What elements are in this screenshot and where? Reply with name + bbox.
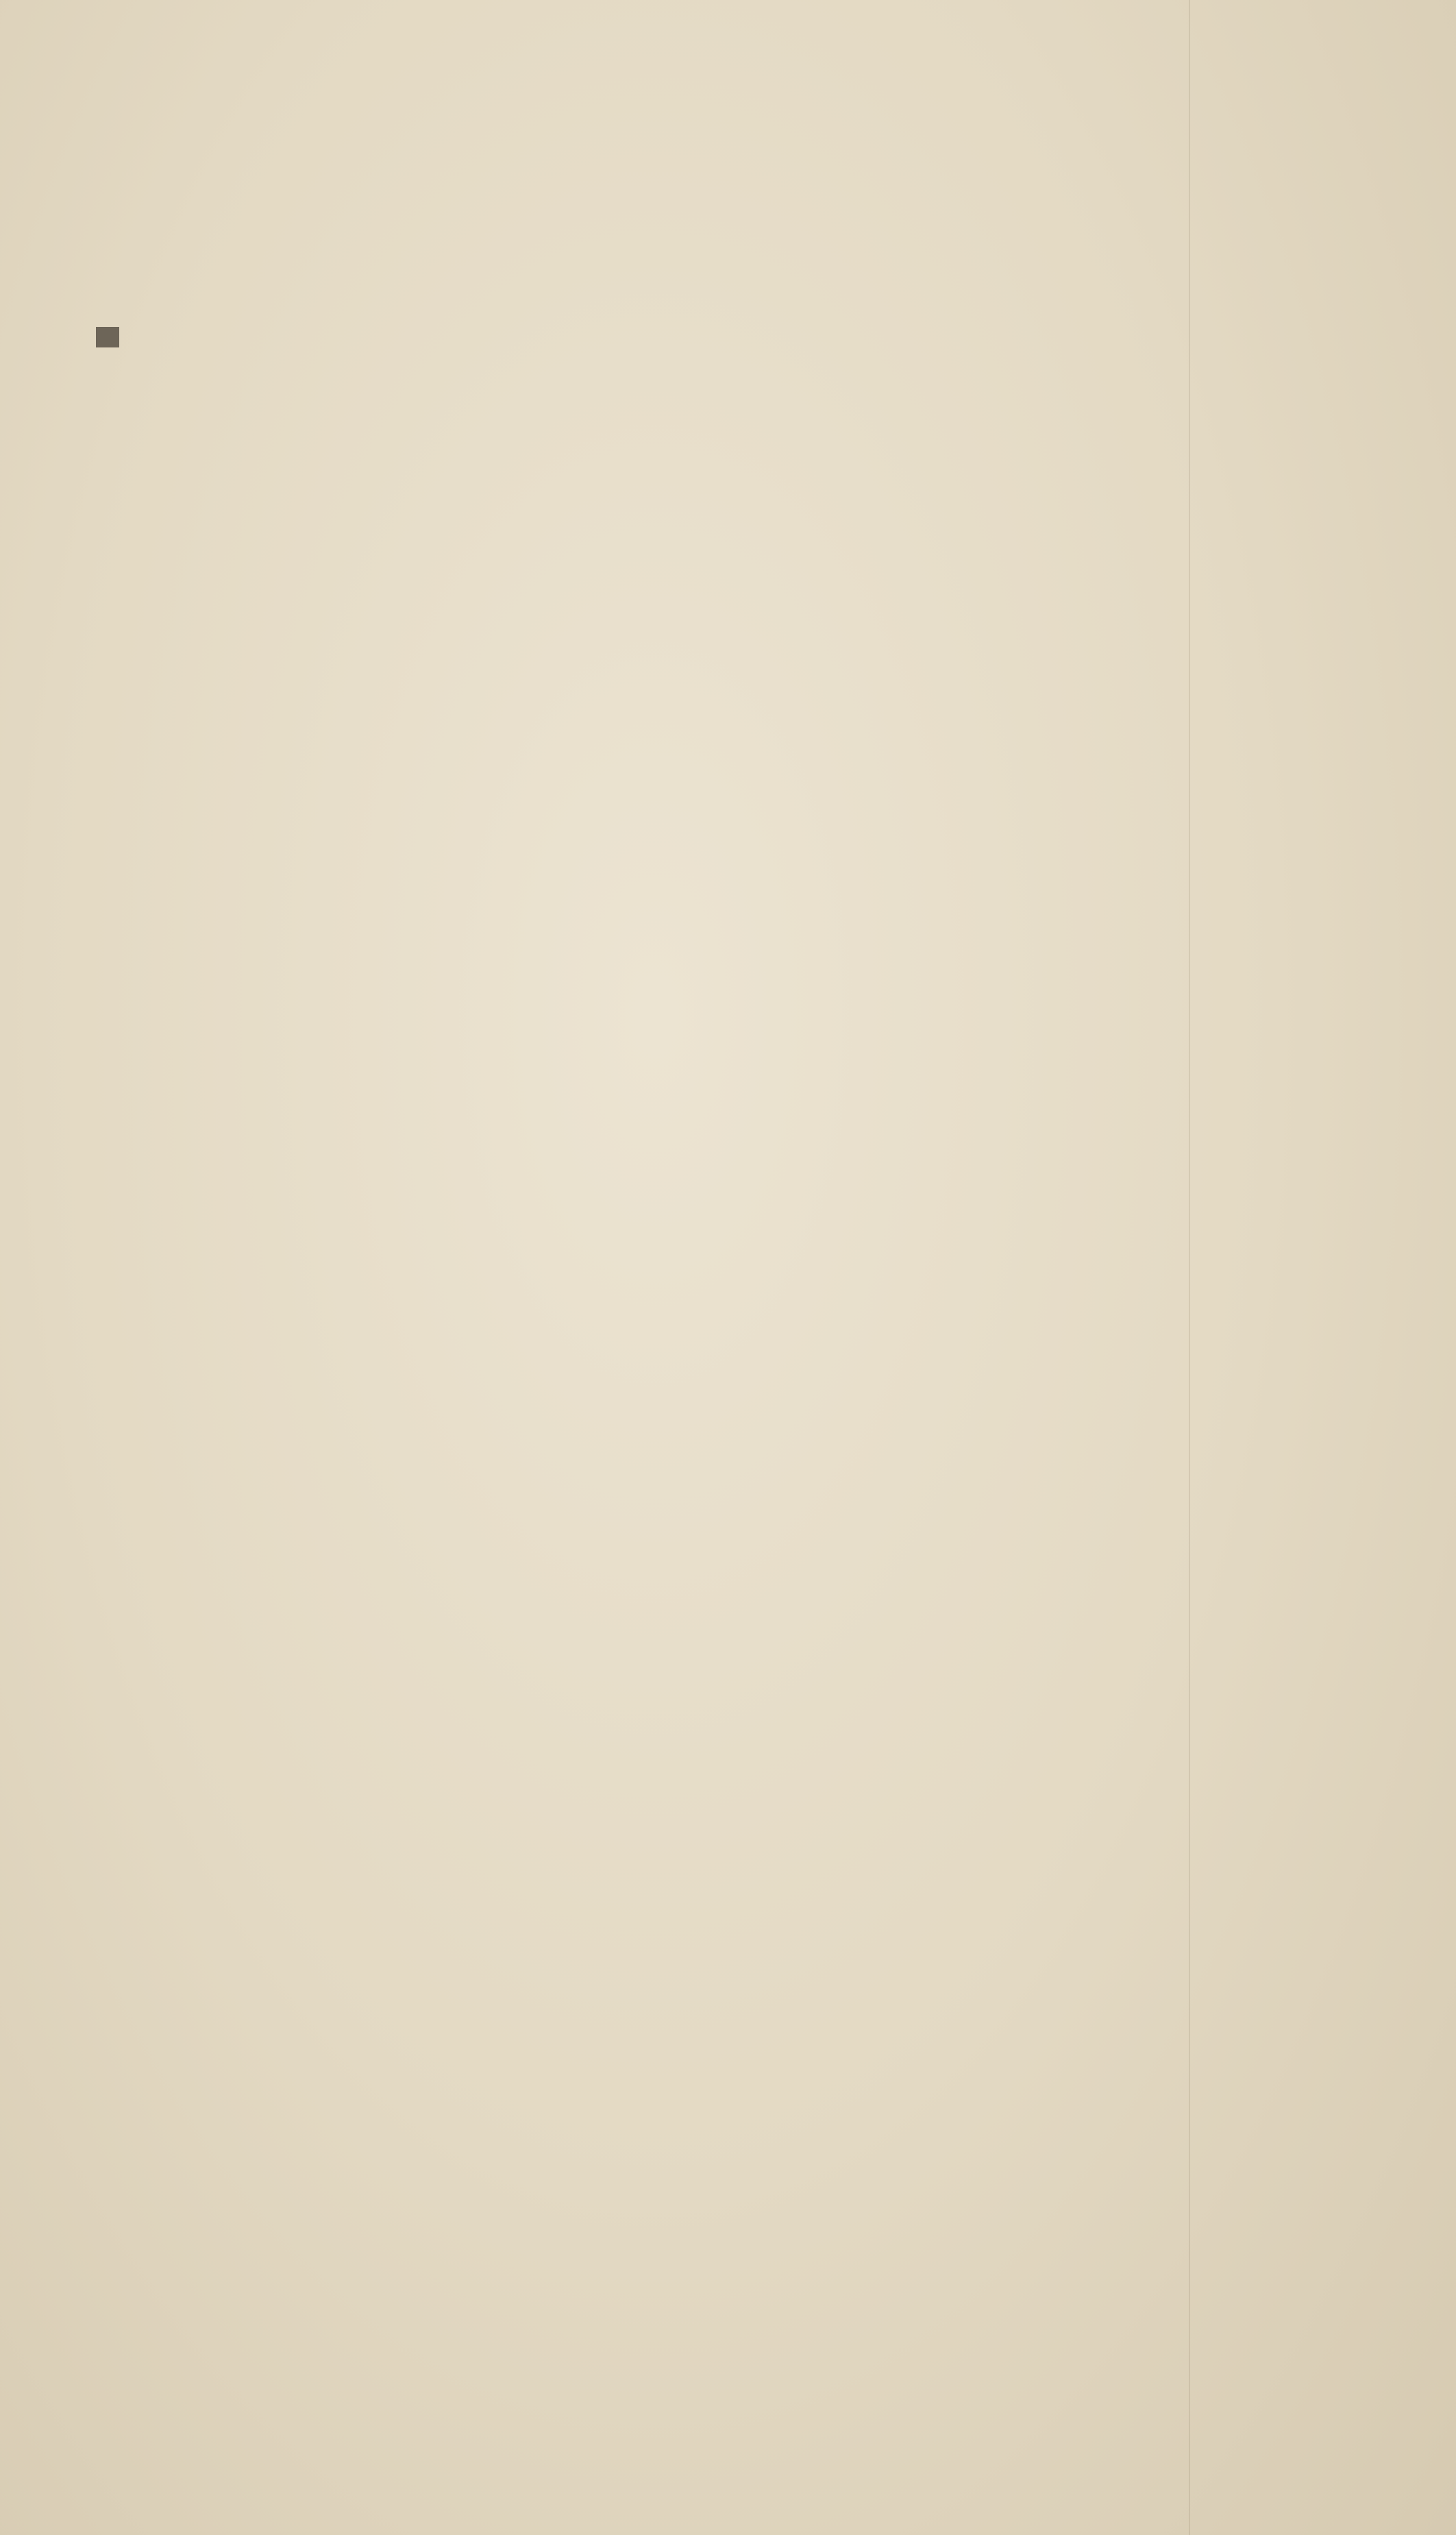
page-fold — [1189, 0, 1190, 2535]
document-body — [96, 281, 1137, 353]
hand-pointer-icon — [96, 327, 119, 347]
footnote — [96, 322, 1137, 353]
